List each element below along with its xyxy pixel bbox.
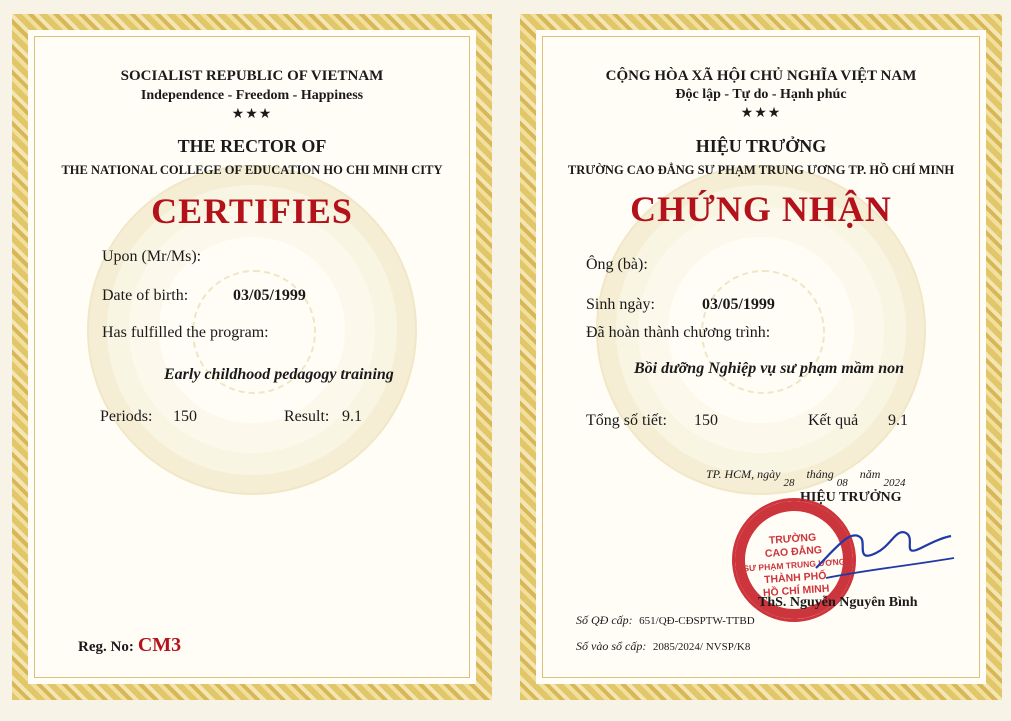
rector-heading: HIỆU TRƯỞNG: [695, 136, 827, 156]
stars-ornament: ★★★: [231, 107, 273, 122]
place-label: TP. HCM, ngày: [706, 467, 781, 481]
nation-heading: CỘNG HÒA XÃ HỘI CHỦ NGHĨA VIỆT NAM: [605, 68, 917, 84]
stamp-line: SƯ PHẠM TRUNG ƯƠNG: [743, 556, 846, 574]
signer-title: HIỆU TRƯỞNG: [800, 490, 902, 505]
month-value: 08: [836, 477, 848, 489]
result-label: Result:: [284, 408, 330, 425]
dob-value: 03/05/1999: [233, 287, 306, 304]
registration-number: [78, 634, 181, 657]
decision-value: 651/QĐ-CĐSPTW-TTBD: [639, 615, 755, 627]
result-value: 9.1: [342, 408, 362, 425]
decision-label: Số QĐ cấp:: [576, 613, 633, 627]
periods-label: Periods:: [100, 408, 153, 425]
motto: Độc lập - Tự do - Hạnh phúc: [675, 87, 847, 102]
rector-heading: THE RECTOR OF: [177, 136, 327, 156]
fulfilled-label: Has fulfilled the program:: [102, 324, 269, 341]
year-value: 2024: [883, 477, 906, 489]
college-name: TRƯỜNG CAO ĐẲNG SƯ PHẠM TRUNG ƯƠNG TP. HỒ CHÍ MINH: [567, 163, 955, 177]
periods-label: Tổng số tiết:: [586, 412, 667, 429]
motto: Independence - Freedom - Happiness: [140, 88, 364, 103]
month-label: tháng: [806, 467, 834, 481]
nation-heading: SOCIALIST REPUBLIC OF VIETNAM: [120, 68, 384, 84]
upon-label: Upon (Mr/Ms):: [102, 248, 202, 265]
stamp-line: HỒ CHÍ MINH: [762, 582, 830, 600]
dob-value: 03/05/1999: [702, 296, 775, 313]
dob-label: Sinh ngày:: [586, 296, 655, 313]
certificate-vietnamese: [520, 14, 1002, 700]
periods-value: 150: [173, 408, 197, 425]
result-label: Kết quả: [808, 412, 859, 429]
certificate-english: [12, 14, 492, 700]
program-name: Bồi dưỡng Nghiệp vụ sư phạm mầm non: [634, 360, 905, 377]
stars-ornament: ★★★: [740, 106, 782, 121]
signer-name: ThS. Nguyễn Nguyên Bình: [758, 595, 918, 610]
day-value: 28: [783, 477, 795, 489]
periods-value: 150: [694, 412, 718, 429]
date-line: [706, 467, 906, 489]
fulfilled-label: Đã hoàn thành chương trình:: [586, 324, 771, 341]
stamp-line: TRƯỜNG: [768, 531, 817, 547]
reg-label: Reg. No:: [78, 639, 134, 655]
upon-label: Ông (bà):: [586, 256, 648, 273]
book-label: Số vào sổ cấp:: [576, 639, 647, 653]
book-value: 2085/2024/ NVSP/K8: [652, 641, 751, 653]
college-name: THE NATIONAL COLLEGE OF EDUCATION HO CHI MINH CITY: [61, 163, 443, 177]
stamp-line: THÀNH PHỐ: [763, 569, 827, 587]
result-value: 9.1: [888, 412, 908, 429]
stamp-line: CAO ĐẲNG: [764, 544, 823, 560]
handwritten-signature: [806, 508, 956, 588]
book-line: [576, 638, 750, 654]
dob-label: Date of birth:: [102, 287, 189, 304]
decision-line: [576, 612, 755, 628]
certificate-title: CHỨNG NHẬN: [630, 189, 892, 229]
year-label: năm: [859, 467, 881, 481]
certificate-title: CERTIFIES: [151, 191, 353, 231]
program-name: Early childhood pedagogy training: [164, 366, 394, 383]
reg-value: CM3: [137, 634, 182, 656]
